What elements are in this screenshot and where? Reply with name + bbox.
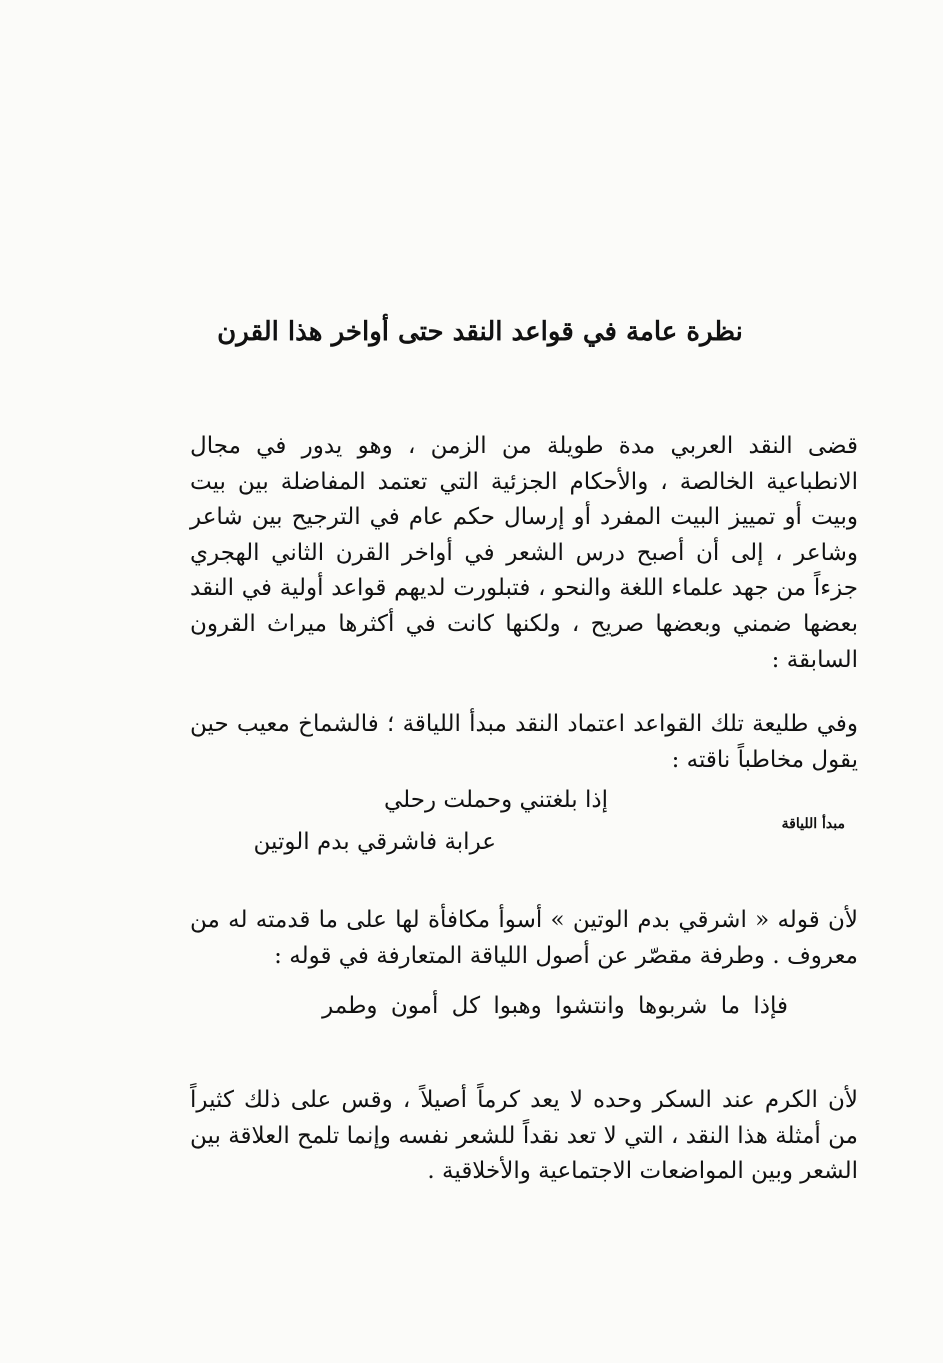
paragraph-intro: قضى النقد العربي مدة طويلة من الزمن ، وهو يدور في مجال الانطباعية الخالصة ، والأحكام الجزئية التي تعتمد المفاضلة بين بيت وبيت أو تمييز البيت المفرد أو إرسال حكم عام في الترجيح بين شاعر وشاعر ، إلى أن أصبح درس الشعر في أواخر القرن الثاني الهجري جزءاً من جهد علماء اللغة والنحو ، فتبلورت لديهم قواعد أولية في النقد بعضها ضمني وبعضها صريح ، ولكنها كانت في أكثرها ميراث القرون السابقة : [190,433,858,673]
page-title: نظرة عامة في قواعد النقد حتى أواخر هذا القرن [217,317,743,347]
paragraph-tarafa: لأن قوله « اشرقي بدم الوتين » أسوأ مكافأة لها على ما قدمته له من معروف . وطرفة مقصّر عن أصول اللياقة المتعارفة في قوله : [190,907,858,969]
paragraph-propriety: وفي طليعة تلك القواعد اعتماد النقد مبدأ اللياقة ؛ فالشماخ معيب حين يقول مخاطباً ناقته : [190,711,858,773]
margin-note: مبدأ اللياقة [781,816,845,832]
paragraph-conclusion: لأن الكرم عند السكر وحده لا يعد كرماً أصيلاً ، وقس على ذلك كثيراً من أمثلة هذا النقد ، التي لا تعد نقداً للشعر نفسه وإنما تلمح العلاقة بين الشعر وبين المواضعات الاجتماعية والأخلاقية . [190,1087,858,1185]
verse-shammakh-line-2: عرابة فاشرقي بدم الوتين [253,829,496,855]
verse-tarafa: فإذا ما شربوها وانتشوا وهبوا كل أمون وطمر [322,993,788,1019]
verse-shammakh-line-1: إذا بلغتني وحملت رحلي [383,787,608,813]
